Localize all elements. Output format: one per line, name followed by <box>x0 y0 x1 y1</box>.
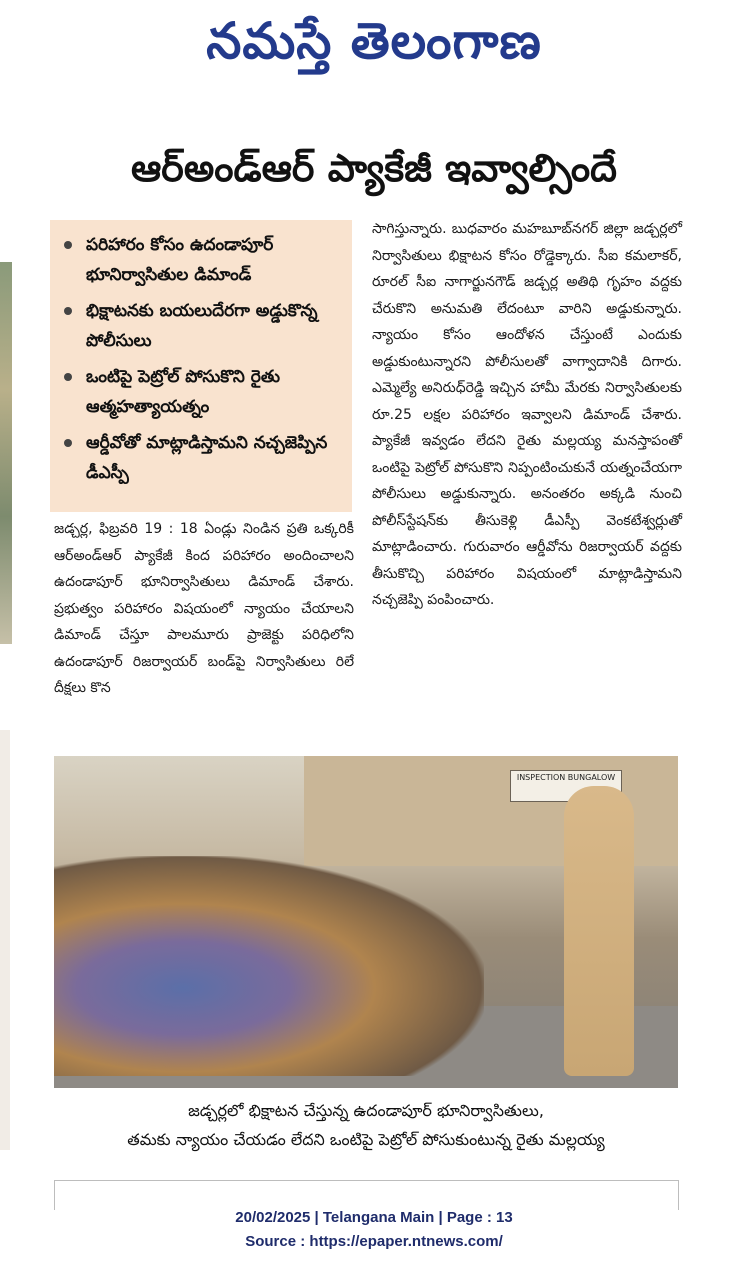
footer-source: Source : https://epaper.ntnews.com/ <box>245 1233 503 1250</box>
adjacent-column-edge <box>0 730 10 1150</box>
headline: ఆర్‌అండ్‌ఆర్ ప్యాకేజీ ఇవ్వాల్సిందే <box>130 146 618 190</box>
footer-date-page: 20/02/2025 | Telangana Main | Page : 13 <box>235 1209 513 1226</box>
highlight-text: పరిహారం కోసం ఉదండాపూర్ భూనిర్వాసితుల డిమాండ్ <box>86 235 274 285</box>
bullet-icon <box>64 373 72 381</box>
bottom-border <box>54 1180 678 1181</box>
highlight-text: ఆర్డీవోతో మాట్లాడిస్తామని నచ్చజెప్పిన డీఎస్పీ <box>86 433 328 483</box>
bullet-icon <box>64 241 72 249</box>
footer <box>0 1206 748 1254</box>
highlights-box <box>50 220 352 512</box>
news-photo <box>54 756 678 1088</box>
photo-sign: INSPECTION BUNGALOW <box>510 770 622 802</box>
bullet-icon <box>64 439 72 447</box>
caption-line-2: తమకు న్యాయం చేయడం లేదని ఒంటిపై పెట్రోల్ పోసుకుంటున్న రైతు మల్లయ్య <box>127 1130 605 1149</box>
photo-crowd <box>54 856 484 1076</box>
photo-caption <box>54 1096 678 1154</box>
photo-officer <box>564 786 634 1076</box>
masthead: నమస్తే తెలంగాణ <box>206 12 542 70</box>
adjacent-photo-edge <box>0 262 12 644</box>
highlight-item <box>50 230 352 290</box>
caption-line-1: జడ్చర్లలో భిక్షాటన చేస్తున్న ఉదండాపూర్ భూనిర్వాసితులు, <box>188 1101 544 1120</box>
bullet-icon <box>64 307 72 315</box>
highlight-item <box>50 428 352 488</box>
article-body-left: జడ్చర్ల, ఫిబ్రవరి 19 : 18 ఏండ్లు నిండిన ప్రతి ఒక్కరికీ ఆర్‌అండ్‌ఆర్ ప్యాకేజీ కింద పరిహారం అందించాలని ఉదండాపూర్ భూనిర్వాసితులు డిమాండ్ చేశారు. ప్రభుత్వం పరిహారం విషయంలో న్యాయం చేయాలని డిమాండ్ చేస్తూ పాలమూరు ప్రాజెక్టు పరిధిలోని ఉదండాపూర్ రిజర్వాయర్ బండ్‌పై నిర్వాసితులు రిలే దీక్షలు కొన <box>54 521 354 696</box>
article-body-right: సాగిస్తున్నారు. బుధవారం మహబూబ్‌నగర్ జిల్లా జడ్చర్లలో నిర్వాసితులు భిక్షాటన కోసం రోడ్డెక్కారు. సీఐ కమలాకర్, రూరల్ సీఐ నాగార్జునగౌడ్ జడ్చర్ల అతిథి గృహం వద్దకు చేరుకొని అనుమతి లేదంటూ వారిని అడ్డుకున్నారు. న్యాయం కోసం ఆందోళన చేస్తుంటే ఎందుకు అడ్డుకుంటున్నారని పోలీసులతో వాగ్వాదానికి దిగారు. ఎమ్మెల్యే అనిరుధ్‌రెడ్డి ఇచ్చిన హామీ మేరకు నిర్వాసితులకు రూ.25 లక్షల పరిహారం ఇవ్వాలని డిమాండ్ చేశారు. ప్యాకేజీ ఇవ్వడం లేదని రైతు మల్లయ్య మనస్తాపంతో ఒంటిపై పెట్రోల్ పోసుకొని నిప్పంటించుకునే యత్నంచేయగా పోలీసులు అడ్డుకున్నారు. అనంతరం అక్కడి నుంచి పోలీస్‌స్టేషన్‌కు తీసుకెళ్లి డీఎస్పీ వెంకటేశ్వర్లుతో మాట్లాడించారు. గురువారం ఆర్డీవోను రిజర్వాయర్ వద్దకు తీసుకొచ్చి పరిహారం విషయంలో మాట్లాడిస్తామని నచ్చజెప్పి పంపించారు. <box>372 221 682 608</box>
highlight-text: భిక్షాటనకు బయలుదేరగా అడ్డుకొన్న పోలీసులు <box>86 301 318 351</box>
highlight-text: ఒంటిపై పెట్రోల్ పోసుకొని రైతు ఆత్మహత్యాయత్నం <box>86 367 280 417</box>
highlight-item <box>50 362 352 422</box>
highlight-item <box>50 296 352 356</box>
